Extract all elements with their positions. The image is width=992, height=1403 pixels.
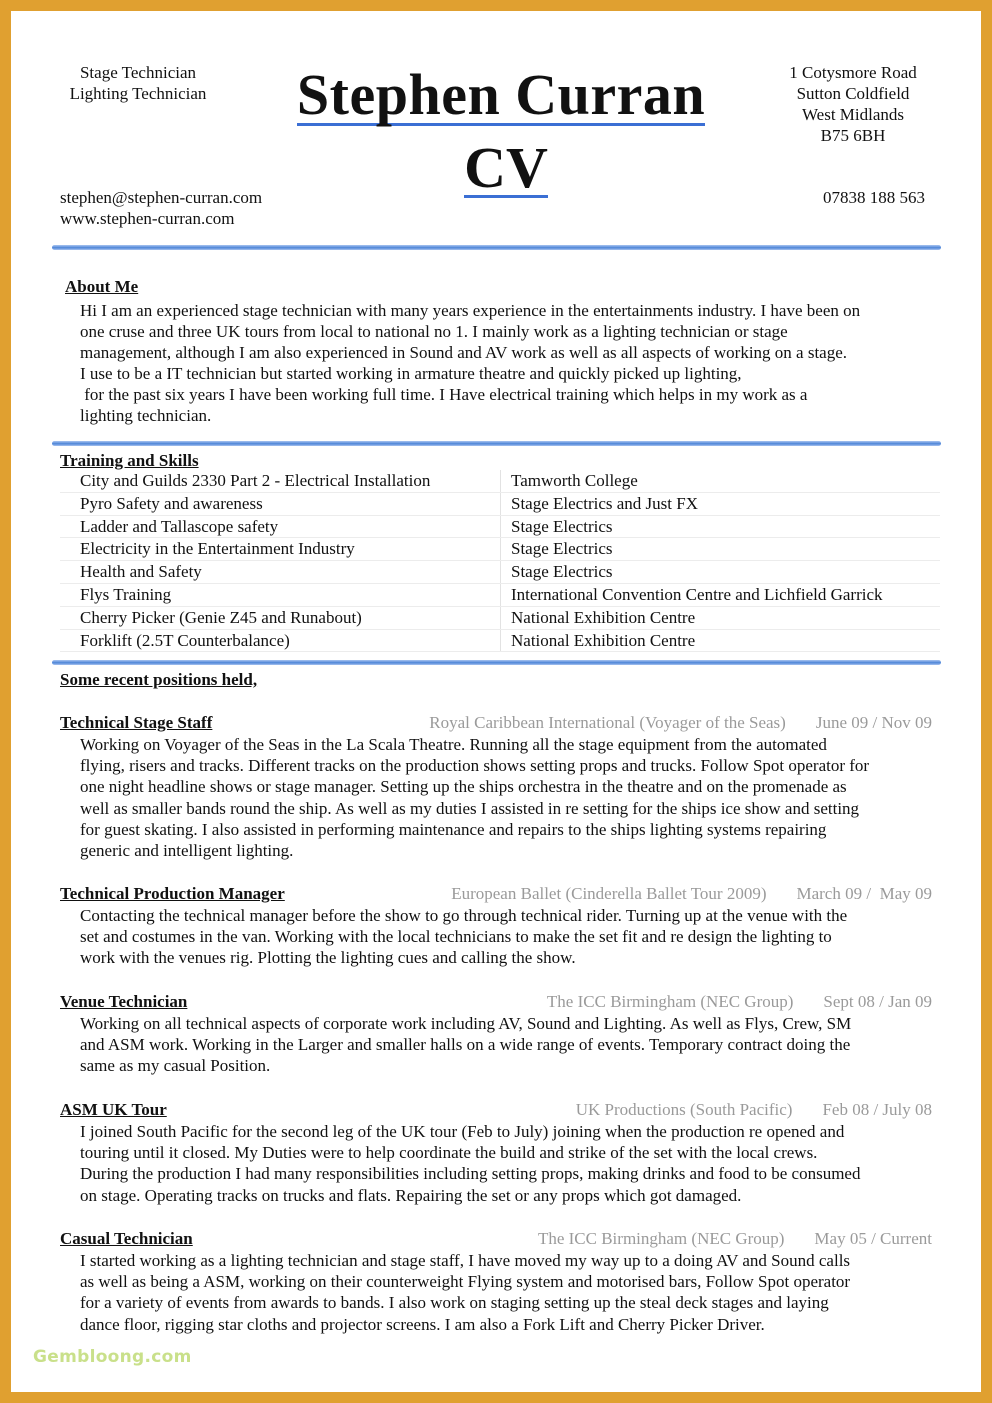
contact-block	[60, 187, 262, 229]
cv-page	[11, 11, 981, 1392]
divider	[52, 245, 941, 250]
about-line: Hi I am an experienced stage technician with many years experience in the entertainments industry. I have been on	[80, 301, 861, 320]
divider	[52, 441, 941, 446]
job-line: I joined South Pacific for the second leg of the UK tour (Feb to July) joining when the production re opened and	[80, 1122, 845, 1141]
role-1: Stage Technician	[79, 63, 197, 82]
job-dates: June 09 / Nov 09	[815, 713, 932, 732]
address-block	[763, 62, 943, 146]
job-employer: The ICC Birmingham (NEC Group)	[537, 1229, 785, 1248]
website-link[interactable]: www.stephen-curran.com	[60, 209, 235, 228]
job-line: and ASM work. Working in the Larger and smaller halls on a wide range of events. Temporary contract doing the	[80, 1035, 851, 1055]
job-description	[80, 1013, 950, 1077]
job-line: dance floor, rigging star cloths and projector screens. I am also a Fork Lift and Cherry Picker Driver.	[80, 1314, 765, 1334]
job-meta	[576, 1099, 932, 1120]
provider-cell: Stage Electrics	[501, 515, 941, 538]
course-cell: Forklift (2.5T Counterbalance)	[60, 629, 501, 652]
job-meta	[429, 712, 932, 733]
table-row	[60, 583, 940, 606]
provider-cell: Stage Electrics	[501, 561, 941, 584]
name-text: Stephen Curran	[296, 62, 706, 127]
address-line: B75 6BH	[820, 126, 886, 145]
job-line: Contacting the technical manager before the show to go through technical rider. Turning up at the venue with the	[80, 906, 848, 925]
job-description	[80, 734, 950, 861]
job-dates: Sept 08 / Jan 09	[823, 992, 932, 1011]
table-row	[60, 492, 940, 515]
roles-block	[63, 62, 213, 104]
phone-number: 07838 188 563	[823, 188, 925, 207]
table-row	[60, 606, 940, 629]
job-employer: European Ballet (Cinderella Ballet Tour 2009)	[451, 884, 767, 903]
job-employer: The ICC Birmingham (NEC Group)	[546, 992, 794, 1011]
course-cell: Cherry Picker (Genie Z45 and Runabout)	[60, 606, 501, 629]
job-title: Technical Production Manager	[60, 884, 285, 903]
job-line: I started working as a lighting technician and stage staff, I have moved my way up to a doing AV and Sound calls	[80, 1251, 851, 1270]
address-line: Sutton Coldfield	[796, 84, 910, 103]
job-dates: May 05 / Current	[814, 1229, 932, 1248]
address-line: 1 Cotysmore Road	[789, 63, 917, 82]
provider-cell: Stage Electrics	[501, 538, 941, 561]
table-row	[60, 515, 940, 538]
job-line: generic and intelligent lighting.	[80, 841, 294, 861]
provider-cell: National Exhibition Centre	[501, 629, 941, 652]
provider-cell: Tamworth College	[501, 470, 941, 492]
about-line: one cruse and three UK tours from local to national no 1. I mainly work as a lighting technician or stage	[80, 322, 788, 341]
about-heading: About Me	[65, 277, 139, 296]
course-cell: Ladder and Tallascope safety	[60, 515, 501, 538]
job-employer: UK Productions (South Pacific)	[575, 1100, 793, 1119]
table-row	[60, 538, 940, 561]
job-title: Venue Technician	[60, 992, 188, 1011]
about-text	[80, 300, 950, 426]
job-title: ASM UK Tour	[60, 1100, 167, 1119]
provider-cell: National Exhibition Centre	[501, 606, 941, 629]
job-meta	[451, 883, 932, 904]
table-row	[60, 470, 940, 492]
job-line: same as my casual Position.	[80, 1056, 271, 1076]
job-description	[80, 905, 950, 969]
job-title: Technical Stage Staff	[60, 713, 213, 732]
about-line: lighting technician.	[80, 406, 212, 425]
cv-text: CV	[464, 135, 548, 200]
role-2: Lighting Technician	[69, 84, 207, 103]
job-dates: March 09 / May 09	[796, 884, 932, 903]
job-line: Working on Voyager of the Seas in the La Scala Theatre. Running all the stage equipment from the automated	[80, 735, 827, 754]
email-link[interactable]: stephen@stephen-curran.com	[60, 188, 263, 207]
job-description	[80, 1250, 950, 1335]
training-table	[60, 470, 940, 652]
job-line: one night headline shows or stage manager. Setting up the ships orchestra in the theatre and on the promenade as	[80, 777, 847, 797]
watermark-text: Gembloong.com	[33, 1347, 192, 1367]
name-heading	[241, 63, 761, 127]
course-cell: Electricity in the Entertainment Industry	[60, 538, 501, 561]
job-line: well as smaller bands round the ship. As well as my duties I assisted in re setting for the ships ice show and setting	[80, 798, 860, 818]
training-heading: Training and Skills	[60, 451, 199, 470]
about-line: for the past six years I have been working full time. I Have electrical training which helps in my work as a	[80, 385, 808, 404]
job-line: on stage. Operating tracks on trucks and flats. Repairing the set or any props which got damaged.	[80, 1185, 742, 1205]
job-line: work with the venues rig. Plotting the lighting cues and calling the show.	[80, 948, 576, 968]
about-line: I use to be a IT technician but started working in armature theatre and quickly picked up lighting,	[80, 364, 742, 383]
job-line: for guest skating. I also assisted in performing maintenance and repairs to the ships lighting systems repairing	[80, 819, 827, 839]
provider-cell: International Convention Centre and Lichfield Garrick	[501, 583, 941, 606]
job-line: touring until it closed. My Duties were to help coordinate the build and strike of the set with the local crews.	[80, 1143, 818, 1163]
about-line: management, although I am also experienced in Sound and AV work as well as all aspects of working on a stage.	[80, 343, 848, 362]
address-line: West Midlands	[801, 105, 905, 124]
job-line: set and costumes in the van. Working with the local technicians to make the set fit and re design the lighting to	[80, 927, 832, 947]
job-line: for a variety of events from awards to bands. I also work on staging setting up the steal deck stages and laying	[80, 1293, 829, 1313]
job-meta	[547, 991, 932, 1012]
provider-cell: Stage Electrics and Just FX	[501, 492, 941, 515]
course-cell: City and Guilds 2330 Part 2 - Electrical Installation	[60, 470, 501, 492]
job-description	[80, 1121, 950, 1206]
job-line: During the production I had many responsibilities including setting props, making drinks and food to be consumed	[80, 1164, 861, 1184]
job-title: Casual Technician	[60, 1229, 193, 1248]
job-dates: Feb 08 / July 08	[822, 1100, 932, 1119]
table-row	[60, 629, 940, 652]
job-line: Working on all technical aspects of corporate work including AV, Sound and Lighting. As well as Flys, Crew, SM	[80, 1014, 852, 1033]
positions-heading: Some recent positions held,	[60, 670, 258, 689]
job-line: flying, risers and tracks. Different tracks on the production shows setting props and trucks. Follow Spot operator for	[80, 756, 870, 776]
table-row	[60, 561, 940, 584]
course-cell: Health and Safety	[60, 561, 501, 584]
course-cell: Flys Training	[60, 583, 501, 606]
cv-heading	[451, 137, 561, 199]
divider	[52, 660, 941, 665]
course-cell: Pyro Safety and awareness	[60, 492, 501, 515]
job-employer: Royal Caribbean International (Voyager of the Seas)	[429, 713, 786, 732]
job-line: as well as being a ASM, working on their counterweight Flying system and motorised bars, Follow Spot operator	[80, 1272, 851, 1292]
job-meta	[538, 1228, 932, 1249]
